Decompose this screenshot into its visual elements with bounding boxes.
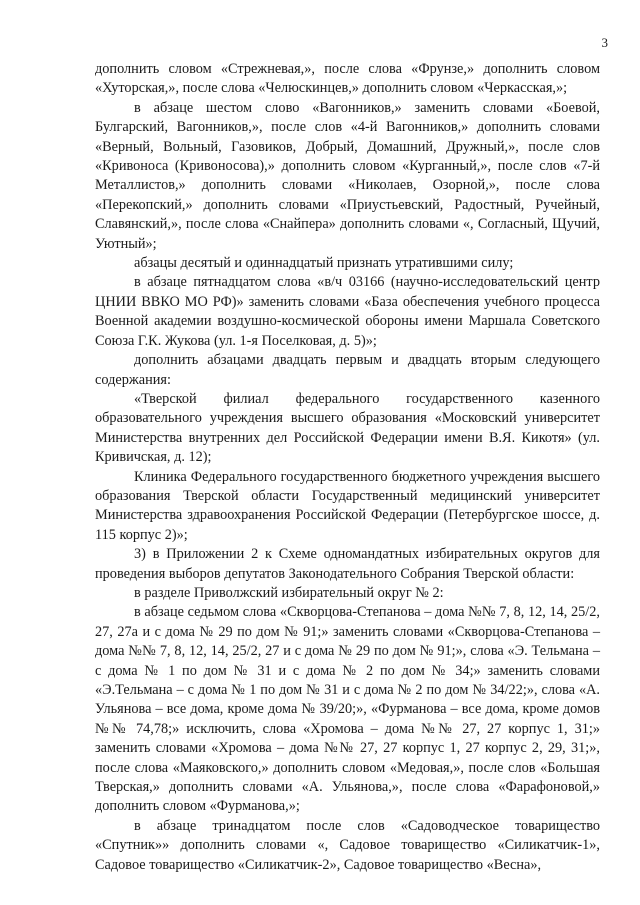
paragraph: в абзаце шестом слово «Вагонников,» заменить словами «Боевой, Булгарский, Вагонников,», после слов «4-й Вагонников,» дополнить словами «Верный, Вольный, Газовиков, Добрый, Домашний, Дружный,», после слов «Кривоноса (Кривоносова),» дополнить словом «Курганный,», после слов «7-й Металлистов,» дополнить словами «Николаев, Озорной,», после слова «Перекопский,» дополнить словами «Приустьевский, Радостный, Ручейный, Славянский,», после слова «Снайпера» дополнить словами «, Согласный, Щучий, Уютный»;	[95, 99, 600, 252]
paragraph: 3) в Приложении 2 к Схеме одномандатных избирательных округов для проведения выборов депутатов Законодательного Собрания Тверской области:	[95, 546, 600, 582]
paragraph: «Тверской филиал федерального государственного казенного образовательного учреждения высшего образования «Московский университет Министерства внутренних дел Российской Федерации имени В.Я. Кикотя» (ул. Кривичская, д. 12);	[95, 390, 600, 466]
paragraph: дополнить абзацами двадцать первым и двадцать вторым следующего содержания:	[95, 352, 600, 388]
page-number: 3	[601, 35, 608, 50]
paragraph: в абзаце пятнадцатом слова «в/ч 03166 (научно-исследовательский центр ЦНИИ ВВКО МО РФ)» заменить словами «База обеспечения учебного процесса Военной академии воздушно-космической обороны имени Маршала Советского Союза Г.К. Жукова (ул. 1-я Поселковая, д. 5)»;	[95, 274, 600, 349]
document-body	[95, 60, 600, 875]
paragraph: Клиника Федерального государственного бюджетного учреждения высшего образования Тверской области Государственный медицинский университет Министерства здравоохранения Российской Федерации (Петербургское шоссе, д. 115 корпус 2)»;	[95, 468, 600, 543]
paragraph: в абзаце тринадцатом после слов «Садоводческое товарищество «Спутник»» дополнить словами «, Садовое товарищество «Силикатчик-1», Садовое товарищество «Силикатчик-2», Садовое товарищество «Весна»,	[95, 817, 600, 873]
paragraph: в разделе Приволжский избирательный округ № 2:	[134, 584, 444, 601]
paragraph: дополнить словом «Стрежневая,», после слова «Фрунзе,» дополнить словом «Хуторская,», после слова «Челюскинцев,» дополнить словом «Черкасская,»;	[95, 61, 600, 97]
paragraph: в абзаце седьмом слова «Скворцова-Степанова – дома №№ 7, 8, 12, 14, 25/2, 27, 27а и с дома № 29 по дом № 91;» заменить словами «Скворцова-Степанова – дома №№ 7, 8, 12, 14, 25/2, 27 и с дома № 29 по дом № 91;», слова «Э. Тельмана – с дома № 1 по дом № 31 и с дома № 2 по дом № 34;» заменить словами «Э.Тельмана – с дома № 1 по дом № 31 и с дома № 2 по дом № 34/22;», слова «А. Ульянова – все дома, кроме дома № 39/20;», «Фурманова – все дома, кроме домов №№ 74,78;» исключить, слова «Хромова – дома №№ 27, 27 корпус 1, 31;» заменить словами «Хромова – дома №№ 27, 27 корпус 1, 27 корпус 2, 29, 31;», после слова «Маяковского,» дополнить словом «Медовая,», после слов «Большая Тверская,» дополнить словами «А. Ульянова,», после слова «Фарафоновой,» дополнить словом «Фурманова,»;	[95, 604, 600, 815]
paragraph: абзацы десятый и одиннадцатый признать утратившими силу;	[134, 255, 514, 272]
